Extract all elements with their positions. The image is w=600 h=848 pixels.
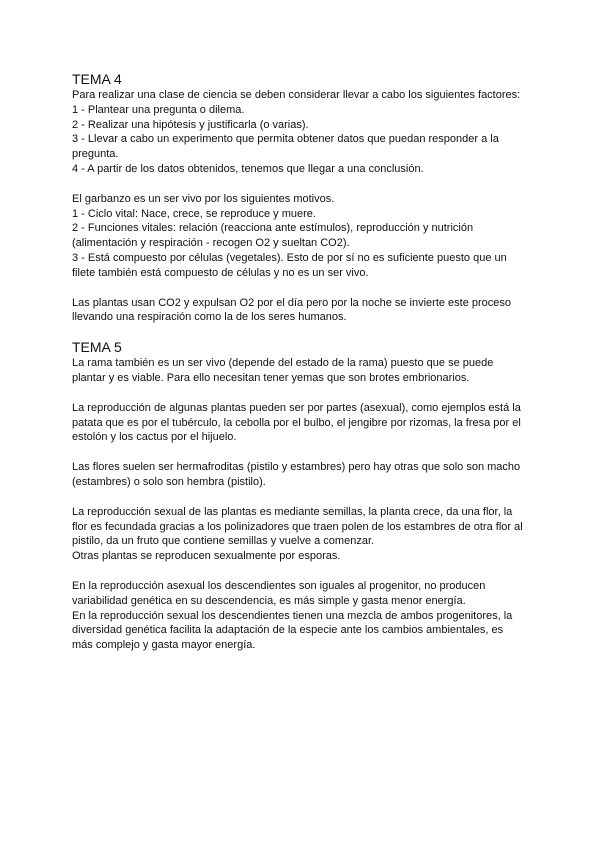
paragraph-spacer <box>72 386 542 401</box>
text-line: Las plantas usan CO2 y expulsan O2 por el día pero por la noche se invierte este proceso <box>72 296 512 309</box>
text-line: más complejo y gasta mayor energía. <box>72 639 256 652</box>
paragraph-spacer <box>72 281 542 296</box>
text-line: diversidad genética facilita la adaptación de la especie ante los cambios ambientales, es <box>72 624 504 637</box>
text-line: variabilidad genética en su descendencia, es más simple y gasta menor energía. <box>72 594 466 607</box>
text-line: flor es fecundada gracias a los polinizadores que traen polen de los estambres de otra flor al <box>72 520 523 533</box>
text-line: 2 - Funciones vitales: relación (reacciona ante estímulos), reproducción y nutrición <box>72 222 474 235</box>
text-line: 1 - Ciclo vital: Nace, crece, se reproduce y muere. <box>72 207 316 220</box>
section-spacer <box>72 325 542 338</box>
text-line: estolón y los cactus por el hijuelo. <box>72 431 237 444</box>
tema4-heading: TEMA 4 <box>72 71 122 87</box>
paragraph-spacer <box>72 564 542 579</box>
text-line: La reproducción sexual de las plantas es mediante semillas, la planta crece, da una flor, la <box>72 505 513 518</box>
text-line: pistilo, da un fruto que contiene semillas y vuelve a comenzar. <box>72 535 375 548</box>
text-line: La rama también es un ser vivo (depende del estado de la rama) puesto que se puede <box>72 357 494 370</box>
tema5-heading: TEMA 5 <box>72 339 122 356</box>
tema5-paragraph-2 <box>72 401 542 445</box>
document-page <box>72 70 542 653</box>
tema4-paragraph-1 <box>72 88 542 177</box>
text-line: 3 - Está compuesto por células (vegetales). Esto de por sí no es suficiente puesto que un <box>72 251 507 264</box>
text-line: patata que es por el tubérculo, la cebolla por el bulbo, el jengibre por rizomas, la fresa por el <box>72 416 521 429</box>
text-line: La reproducción de algunas plantas pueden ser por partes (asexual), como ejemplos está la <box>72 401 521 414</box>
text-line: filete también está compuesto de células y no es un ser vivo. <box>72 266 369 279</box>
text-line: plantar y es viable. Para ello necesitan tener yemas que son brotes embrionarios. <box>72 371 470 384</box>
tema4-paragraph-2 <box>72 192 542 281</box>
text-line: Otras plantas se reproducen sexualmente por esporas. <box>72 550 341 563</box>
text-line: 2 - Realizar una hipótesis y justificarla (o varias). <box>72 118 309 131</box>
text-line: En la reproducción sexual los descendientes tienen una mezcla de ambos progenitores, la <box>72 609 513 622</box>
tema5-paragraph-3 <box>72 460 542 490</box>
tema5-paragraph-5 <box>72 579 542 653</box>
text-line: Para realizar una clase de ciencia se deben considerar llevar a cabo los siguientes factores: <box>72 89 521 101</box>
paragraph-spacer <box>72 177 542 192</box>
paragraph-spacer <box>72 445 542 460</box>
text-line: (alimentación y respiración - recogen O2 y sueltan CO2). <box>72 237 350 250</box>
text-line: 1 - Plantear una pregunta o dilema. <box>72 103 245 116</box>
text-line: Las flores suelen ser hermafroditas (pistilo y estambres) pero hay otras que solo son macho <box>72 461 521 474</box>
tema5-paragraph-1 <box>72 356 542 386</box>
text-line: pregunta. <box>72 148 119 161</box>
tema4-paragraph-3 <box>72 296 542 326</box>
text-line: 3 - Llevar a cabo un experimento que permita obtener datos que puedan responder a la <box>72 133 499 146</box>
paragraph-spacer <box>72 490 542 505</box>
tema5-paragraph-4 <box>72 505 542 564</box>
text-line: llevando una respiración como la de los seres humanos. <box>72 311 347 324</box>
text-line: El garbanzo es un ser vivo por los siguientes motivos. <box>72 192 335 205</box>
text-line: En la reproducción asexual los descendientes son iguales al progenitor, no producen <box>72 579 486 592</box>
text-line: (estambres) o solo son hembra (pistilo). <box>72 475 266 488</box>
text-line: 4 - A partir de los datos obtenidos, tenemos que llegar a una conclusión. <box>72 162 424 175</box>
